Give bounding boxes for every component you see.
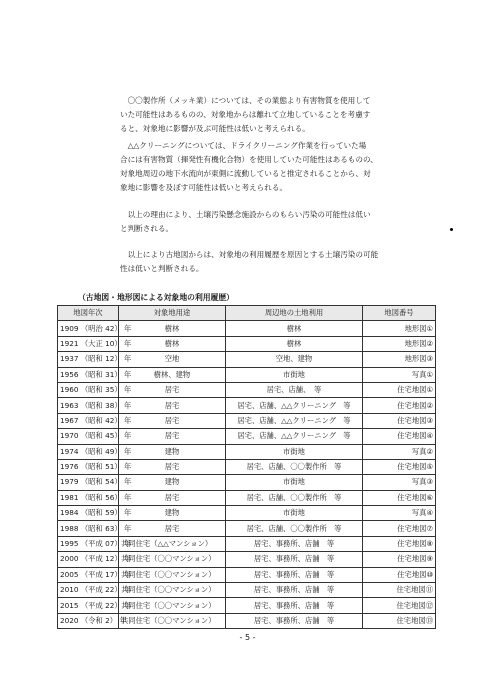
- table-row: [58, 583, 436, 598]
- year-cell: 1970 （昭和 45） 年: [58, 429, 119, 444]
- table-caption: （古地図・地形図による対象地の利用履歴）: [78, 293, 234, 302]
- map-number-cell: 地形図①: [363, 321, 436, 336]
- year-cell: 1979 （昭和 54） 年: [58, 475, 119, 490]
- table-row: [58, 429, 436, 444]
- header-map-number: 地図番号: [363, 306, 436, 321]
- header-map-year: 地図年次: [58, 306, 119, 321]
- stray-dot-mark: [450, 228, 453, 231]
- map-number-cell: 住宅地図④: [363, 429, 436, 444]
- surrounding-use-cell: 居宅、店舗、〇〇製作所 等: [226, 521, 363, 536]
- site-use-cell: 建物: [119, 444, 226, 459]
- surrounding-use-cell: 居宅、事務所、店舗 等: [226, 536, 363, 551]
- table-row: [58, 459, 436, 474]
- table-row: [58, 336, 436, 351]
- year-cell: 1995 （平成 07） 年: [58, 536, 119, 551]
- site-use-cell: 樹林: [119, 321, 226, 336]
- site-use-cell: 樹林、建物: [119, 367, 226, 382]
- map-number-cell: 住宅地図⑪: [363, 583, 436, 598]
- surrounding-use-cell: 樹林: [226, 336, 363, 351]
- paragraph-conclusion-old-maps: 以上により古地図からは、対象地の利用履歴を原因とする土壌汚染の可能 性は低いと判断される。: [120, 250, 379, 273]
- site-use-cell: 建物: [119, 475, 226, 490]
- surrounding-use-cell: 樹林: [226, 321, 363, 336]
- surrounding-use-cell: 市街地: [226, 475, 363, 490]
- surrounding-use-cell: 居宅、事務所、店舗 等: [226, 598, 363, 613]
- site-use-cell: 建物: [119, 506, 226, 521]
- surrounding-use-cell: 居宅、店舗、 等: [226, 382, 363, 397]
- map-number-cell: 住宅地図⑧: [363, 536, 436, 551]
- table-row: [58, 352, 436, 367]
- map-number-cell: 住宅地図②: [363, 398, 436, 413]
- year-cell: 2005 （平成 17） 年: [58, 567, 119, 582]
- year-cell: 1967 （昭和 42） 年: [58, 413, 119, 428]
- site-use-cell: 共同住宅（〇〇マンション）: [119, 567, 226, 582]
- map-number-cell: 地形図②: [363, 336, 436, 351]
- site-use-cell: 共同住宅（〇〇マンション）: [119, 552, 226, 567]
- map-number-cell: 住宅地図⑦: [363, 521, 436, 536]
- land-use-history-table: [57, 305, 436, 629]
- page-number: - 5 -: [239, 633, 256, 642]
- year-cell: 1981 （昭和 56） 年: [58, 490, 119, 505]
- site-use-cell: 共同住宅（〇〇マンション）: [119, 598, 226, 613]
- map-number-cell: 住宅地図⑤: [363, 459, 436, 474]
- table-row: [58, 321, 436, 336]
- site-use-cell: 居宅: [119, 459, 226, 474]
- surrounding-use-cell: 居宅、事務所、店舗 等: [226, 552, 363, 567]
- surrounding-use-cell: 市街地: [226, 506, 363, 521]
- map-number-cell: 地形図③: [363, 352, 436, 367]
- year-cell: 1921 （大正 10） 年: [58, 336, 119, 351]
- surrounding-use-cell: 市街地: [226, 367, 363, 382]
- paragraph-conclusion-contamination: 以上の理由により、土壌汚染懸念施設からのもらい汚染の可能性は低い と判断される。: [120, 210, 371, 233]
- table-row: [58, 521, 436, 536]
- surrounding-use-cell: 市街地: [226, 444, 363, 459]
- site-use-cell: 居宅: [119, 413, 226, 428]
- year-cell: 1976 （昭和 51） 年: [58, 459, 119, 474]
- year-cell: 2015 （平成 22） 年: [58, 598, 119, 613]
- table-row: [58, 475, 436, 490]
- map-number-cell: 写真②: [363, 444, 436, 459]
- header-surrounding-use: 周辺地の土地利用: [226, 306, 363, 321]
- map-number-cell: 写真④: [363, 506, 436, 521]
- surrounding-use-cell: 居宅、事務所、店舗 等: [226, 613, 363, 628]
- surrounding-use-cell: 居宅、店舗、〇〇製作所 等: [226, 459, 363, 474]
- map-number-cell: 住宅地図⑫: [363, 598, 436, 613]
- map-number-cell: 住宅地図①: [363, 382, 436, 397]
- map-number-cell: 住宅地図⑨: [363, 552, 436, 567]
- table-row: [58, 367, 436, 382]
- surrounding-use-cell: 居宅、事務所、店舗 等: [226, 583, 363, 598]
- paragraph-plating-factory: 〇〇製作所（メッキ業）については、その業態より有害物質を使用して いた可能性はあるものの、対象地からは離れて立地していることを考慮す ると、対象地に影響が及ぶ可能性は低いと考えられる。: [120, 96, 371, 133]
- map-number-cell: 写真①: [363, 367, 436, 382]
- table-row: [58, 506, 436, 521]
- year-cell: 2000 （平成 12） 年: [58, 552, 119, 567]
- table-body: [58, 321, 436, 629]
- year-cell: 1963 （昭和 38） 年: [58, 398, 119, 413]
- year-cell: 1909 （明治 42） 年: [58, 321, 119, 336]
- year-cell: 1937 （昭和 12） 年: [58, 352, 119, 367]
- table-row: [58, 398, 436, 413]
- year-cell: 1988 （昭和 63） 年: [58, 521, 119, 536]
- year-cell: 1956 （昭和 31） 年: [58, 367, 119, 382]
- site-use-cell: 共同住宅（△△マンション）: [119, 536, 226, 551]
- site-use-cell: 居宅: [119, 398, 226, 413]
- surrounding-use-cell: 居宅、事務所、店舗 等: [226, 567, 363, 582]
- table-header-row: [58, 306, 436, 321]
- paragraph-cleaning-shop: △△クリーニングについては、ドライクリーニング作業を行っていた場 合には有害物質（揮発性有機化合物）を使用していた可能性はあるものの、 対象地周辺の地下水流向が東側に流動していると推定されることから、対 象地に影響を及ぼす可能性は低いと考えられる。: [120, 141, 378, 192]
- year-cell: 1974 （昭和 49） 年: [58, 444, 119, 459]
- site-use-cell: 共同住宅（〇〇マンション）: [119, 613, 226, 628]
- map-number-cell: 写真③: [363, 475, 436, 490]
- site-use-cell: 居宅: [119, 490, 226, 505]
- map-number-cell: 住宅地図③: [363, 413, 436, 428]
- table-row: [58, 613, 436, 628]
- site-use-cell: 空地: [119, 352, 226, 367]
- table-row: [58, 444, 436, 459]
- surrounding-use-cell: 居宅、店舗、△△クリーニング 等: [226, 429, 363, 444]
- table-row: [58, 567, 436, 582]
- year-cell: 1984 （昭和 59） 年: [58, 506, 119, 521]
- site-use-cell: 居宅: [119, 382, 226, 397]
- map-number-cell: 住宅地図⑩: [363, 567, 436, 582]
- table-row: [58, 413, 436, 428]
- site-use-cell: 樹林: [119, 336, 226, 351]
- surrounding-use-cell: 居宅、店舗、△△クリーニング 等: [226, 398, 363, 413]
- table-row: [58, 536, 436, 551]
- site-use-cell: 居宅: [119, 521, 226, 536]
- year-cell: 2010 （平成 22） 年: [58, 583, 119, 598]
- surrounding-use-cell: 居宅、店舗、〇〇製作所 等: [226, 490, 363, 505]
- site-use-cell: 共同住宅（〇〇マンション）: [119, 583, 226, 598]
- site-use-cell: 居宅: [119, 429, 226, 444]
- surrounding-use-cell: 居宅、店舗、△△クリーニング 等: [226, 413, 363, 428]
- table-row: [58, 598, 436, 613]
- table-row: [58, 382, 436, 397]
- map-number-cell: 住宅地図⑥: [363, 490, 436, 505]
- table-row: [58, 552, 436, 567]
- map-number-cell: 住宅地図⑬: [363, 613, 436, 628]
- table-row: [58, 490, 436, 505]
- header-site-use: 対象地用途: [119, 306, 226, 321]
- year-cell: 1960 （昭和 35） 年: [58, 382, 119, 397]
- year-cell: 2020 （令和 2） 年: [58, 613, 119, 628]
- surrounding-use-cell: 空地、建物: [226, 352, 363, 367]
